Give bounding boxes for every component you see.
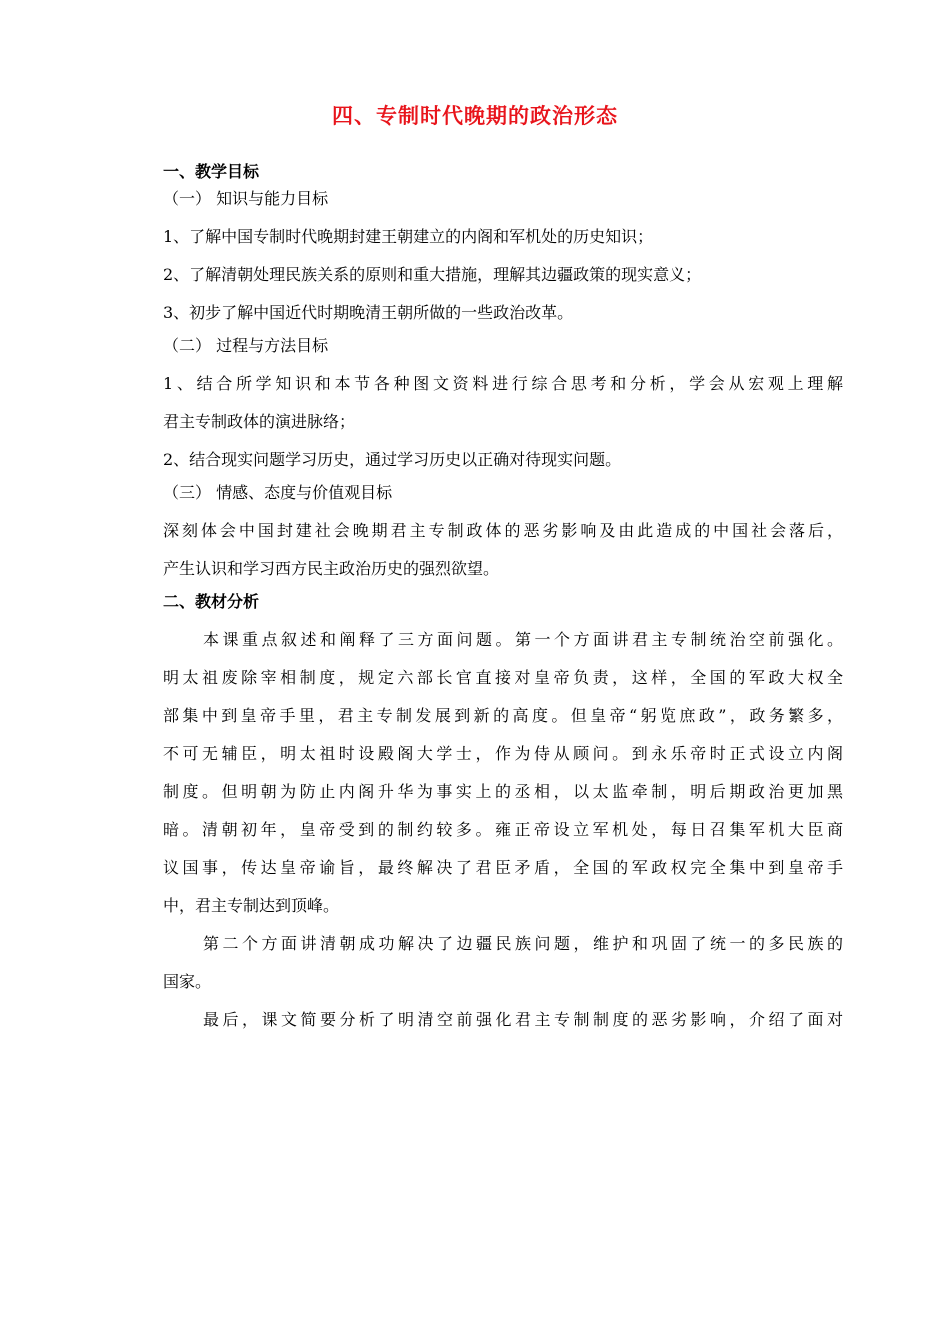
paragraph-line: 中，君主专制达到顶峰。 [163,896,340,915]
paragraph-line: 本课重点叙述和阐释了三方面问题。第一个方面讲君主专制统治空前强化。 [203,630,843,649]
document-title: 四、专制时代晚期的政治形态 [332,104,618,128]
section-heading-textbook-analysis: 二、教材分析 [163,592,260,611]
section-heading-teaching-goals: 一、教学目标 [163,162,260,181]
paragraph-line: 2、了解清朝处理民族关系的原则和重大措施，理解其边疆政策的现实意义； [163,265,702,284]
paragraph-line: 君主专制政体的演进脉络； [163,412,356,431]
paragraph-line: 1、结合所学知识和本节各种图文资料进行综合思考和分析，学会从宏观上理解 [163,374,843,393]
paragraph-line: 议国事，传达皇帝谕旨，最终解决了君臣矛盾，全国的军政权完全集中到皇帝手 [163,858,843,877]
paragraph-line: 第二个方面讲清朝成功解决了边疆民族问题，维护和巩固了统一的多民族的 [203,934,843,953]
paragraph-line: 明太祖废除宰相制度，规定六部长官直接对皇帝负责，这样，全国的军政大权全 [163,668,843,687]
paragraph-line: 1、了解中国专制时代晚期封建王朝建立的内阁和军机处的历史知识； [163,227,654,246]
paragraph-line: 国家。 [163,972,212,991]
subheading-emotion-values: （三） 情感、态度与价值观目标 [163,483,393,502]
paragraph-line: 暗。清朝初年，皇帝受到的制约较多。雍正帝设立军机处，每日召集军机大臣商 [163,820,843,839]
paragraph-line: 深刻体会中国封建社会晚期君主专制政体的恶劣影响及由此造成的中国社会落后， [163,521,843,540]
paragraph-line: 最后，课文简要分析了明清空前强化君主专制制度的恶劣影响，介绍了面对 [203,1010,843,1029]
subheading-knowledge-ability: （一） 知识与能力目标 [163,189,329,208]
paragraph-line: 2、结合现实问题学习历史，通过学习历史以正确对待现实问题。 [163,450,622,469]
document-body [163,158,843,1039]
paragraph-line: 3、初步了解中国近代时期晚清王朝所做的一些政治改革。 [163,303,574,322]
paragraph-line: 不可无辅臣，明太祖时设殿阁大学士，作为侍从顾问。到永乐帝时正式设立内阁 [163,744,843,763]
paragraph-line: 部集中到皇帝手里，君主专制发展到新的高度。但皇帝“躬览庶政”，政务繁多， [163,706,843,725]
subheading-process-method: （二） 过程与方法目标 [163,336,329,355]
paragraph-line: 制度。但明朝为防止内阁升华为事实上的丞相，以太监牵制，明后期政治更加黑 [163,782,843,801]
paragraph-line: 产生认识和学习西方民主政治历史的强烈欲望。 [163,559,500,578]
